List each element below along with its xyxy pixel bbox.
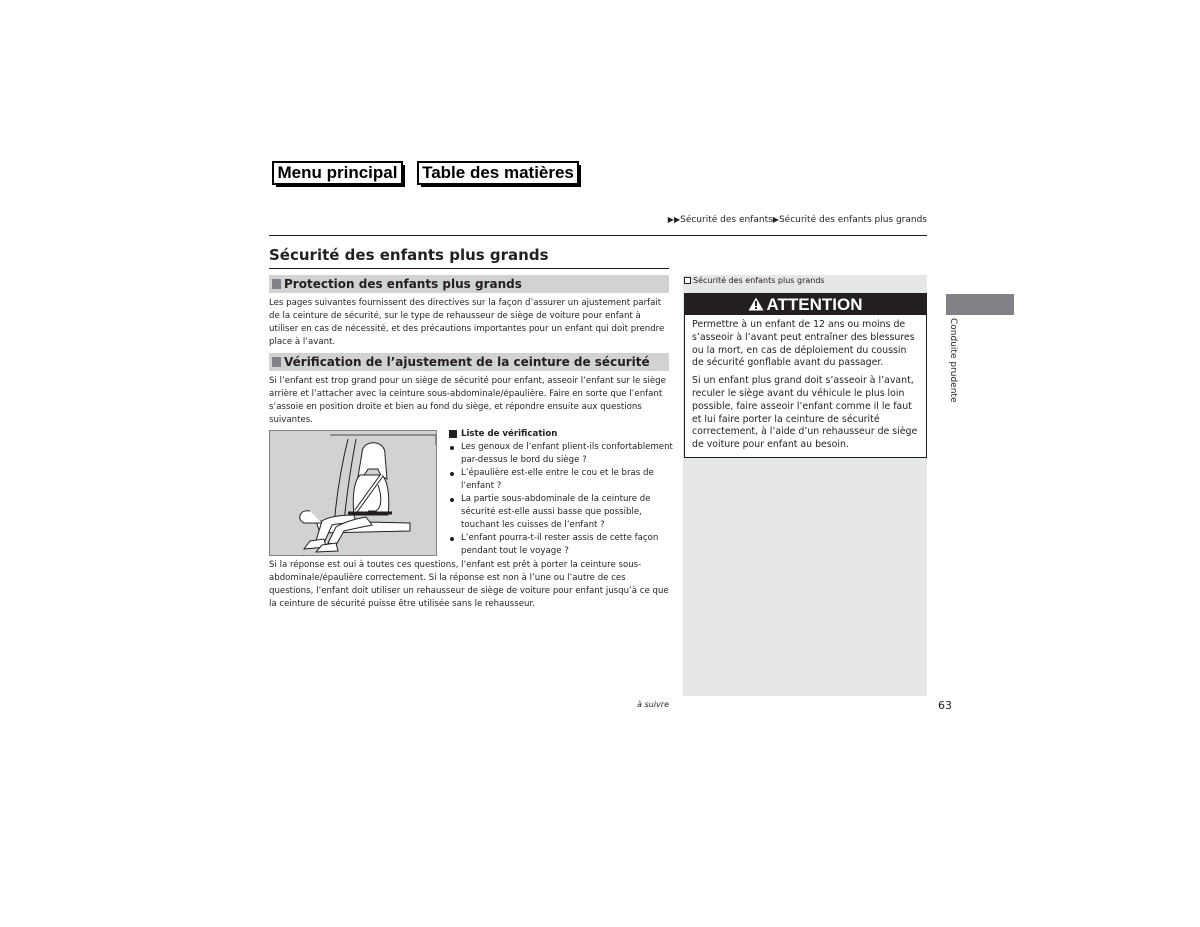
protection-paragraph: Les pages suivantes fournissent des directives sur la façon d’assurer un ajustement parfait de la ceinture de sécurité, sur le type de rehausseur de siège de voiture pour enfant à utiliser en cas de nécessité, et des précautions importantes pour un enfant qui doit prendre place à l’avant.	[269, 298, 665, 347]
warning-text	[685, 315, 926, 452]
menu-principal-button[interactable]: Menu principal	[272, 161, 403, 185]
section-square-icon	[272, 279, 281, 289]
breadcrumb	[560, 215, 927, 225]
breadcrumb-arrow-icon: ▶▶	[667, 215, 681, 224]
checklist-item: L’épaulière est-elle entre le cou et le bras de l’enfant ?	[449, 467, 674, 493]
section-heading-text: Vérification de l’ajustement de la ceinture de sécurité	[284, 355, 650, 369]
checklist-title: Liste de vérification	[461, 429, 558, 439]
warning-paragraph-2: Si un enfant plus grand doit s’asseoir à l’avant, reculer le siège avant du véhicule le plus loin possible, faire asseoir l’enfant comme il le faut et lui faire porter la ceinture de sécurité correctement, à l’aide d’un rehausseur de siège de voiture pour enfant au besoin.	[692, 375, 918, 451]
section-square-icon	[272, 357, 281, 367]
warning-box	[684, 293, 927, 458]
breadcrumb-arrow-icon: ▶	[772, 215, 779, 224]
page-number: 63	[938, 699, 952, 712]
verification-checklist	[449, 428, 674, 558]
checklist-item: Les genoux de l’enfant plient-ils confortablement par-dessus le bord du siège ?	[449, 441, 674, 467]
verification-paragraph: Si l’enfant est trop grand pour un siège de sécurité pour enfant, asseoir l’enfant sur le siège arrière et l’attacher avec la ceinture sous-abdominale/épaulière. Faire en sorte que l’enfant s’assoie en position droite et bien au fond du siège, et répondre ensuite aux questions suivantes.	[269, 376, 666, 425]
breadcrumb-item-securite-enfants[interactable]: Sécurité des enfants	[680, 215, 773, 225]
warning-triangle-icon	[748, 297, 764, 311]
sidebar-label-text: Sécurité des enfants plus grands	[693, 276, 825, 285]
page-title: Sécurité des enfants plus grands	[269, 246, 549, 264]
child-in-seat-icon	[270, 431, 437, 556]
checklist-heading	[449, 428, 674, 441]
warning-title: ATTENTION	[766, 295, 863, 314]
conclusion-paragraph: Si la réponse est oui à toutes ces questions, l’enfant est prêt à porter la ceinture sous-abdominale/épaulière correctement. Si la réponse est non à l’une ou l’autre de ces questions, l’enfant doit utiliser un rehausseur de siège de voiture pour enfant jusqu’à ce que la ceinture de sécurité puisse être utilisée sans le rehausseur.	[269, 560, 669, 609]
checklist-item: L’enfant pourra-t-il rester assis de cette façon pendant tout le voyage ?	[449, 532, 674, 558]
checklist-item: La partie sous-abdominale de la ceinture de sécurité est-elle aussi basse que possible, touchant les cuisses de l’enfant ?	[449, 493, 674, 532]
warning-paragraph-1: Permettre à un enfant de 12 ans ou moins de s’asseoir à l’avant peut entraîner des blessures ou la mort, en cas de déploiement du coussin de sécurité gonflable avant du passager.	[692, 319, 915, 369]
chapter-tab-marker[interactable]	[946, 294, 1014, 315]
sidebar-label	[683, 275, 927, 287]
child-seatbelt-illustration	[269, 430, 437, 556]
chapter-tab-label[interactable]: Conduite prudente	[948, 318, 958, 403]
table-des-matieres-button[interactable]: Table des matières	[417, 161, 579, 185]
section-heading-protection	[269, 275, 669, 293]
section-heading-text: Protection des enfants plus grands	[284, 277, 522, 291]
header-divider	[269, 235, 927, 236]
section-heading-verification	[269, 353, 669, 371]
checklist-square-icon	[449, 430, 457, 438]
breadcrumb-item-current: Sécurité des enfants plus grands	[778, 215, 927, 225]
title-divider	[269, 268, 669, 269]
notes-sidebar	[683, 275, 927, 696]
warning-header	[685, 294, 926, 315]
note-box-icon	[684, 277, 691, 284]
continue-label: à suivre	[637, 700, 669, 709]
